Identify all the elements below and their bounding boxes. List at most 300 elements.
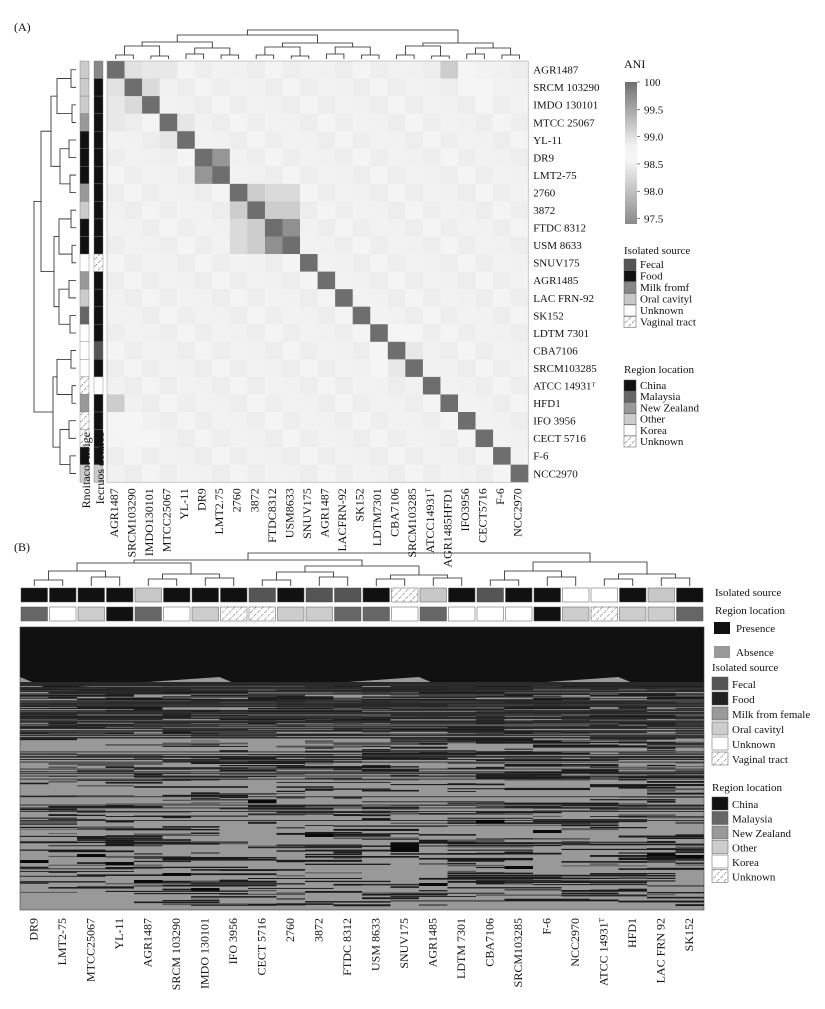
ani-cell xyxy=(107,430,125,448)
ani-cell xyxy=(458,272,476,290)
ani-cell xyxy=(265,114,283,132)
ani-cell xyxy=(160,96,178,114)
panel-a-label: (A) xyxy=(14,20,31,34)
ani-cell xyxy=(388,61,406,79)
ani-cell xyxy=(125,114,143,132)
ani-cell xyxy=(247,394,265,412)
ani-cell xyxy=(511,377,529,395)
ani-cell xyxy=(265,219,283,237)
b-column-label: IMDO 130101 xyxy=(197,918,212,989)
ani-cell xyxy=(177,166,195,184)
legend-swatch xyxy=(624,402,636,413)
ani-cell xyxy=(353,447,371,465)
b-region-strip-cell xyxy=(677,607,704,621)
ani-cell xyxy=(493,272,511,290)
panel-b-source-legend xyxy=(712,662,810,766)
row-label: 2760 xyxy=(533,187,556,200)
ani-cell xyxy=(493,342,511,360)
ani-cell xyxy=(177,272,195,290)
ani-cell xyxy=(458,324,476,342)
b-source-strip-cell xyxy=(78,588,105,602)
ani-cell xyxy=(212,412,230,430)
ani-cell xyxy=(177,96,195,114)
legend-swatch xyxy=(712,870,728,883)
ani-cell xyxy=(142,201,160,219)
ani-cell xyxy=(283,79,301,97)
ani-cell xyxy=(160,114,178,132)
ani-cell xyxy=(160,342,178,360)
ani-cell xyxy=(265,359,283,377)
ani-cell xyxy=(230,219,248,237)
legend-swatch xyxy=(712,722,728,735)
ani-cell xyxy=(265,166,283,184)
ani-cell xyxy=(195,254,213,272)
ani-cell xyxy=(125,447,143,465)
legend-label: Unknown xyxy=(732,739,776,751)
legend-label: Unknown xyxy=(640,305,684,317)
ani-cell xyxy=(458,219,476,237)
ani-cell xyxy=(405,412,423,430)
ani-cell xyxy=(107,166,125,184)
ani-cell xyxy=(370,149,388,167)
annotation-label-source: Iecruos detalos xyxy=(93,432,107,505)
ani-cell xyxy=(493,447,511,465)
ani-cell xyxy=(458,412,476,430)
ani-cell xyxy=(458,359,476,377)
ani-cell xyxy=(160,359,178,377)
ani-cell xyxy=(476,377,494,395)
ani-cell xyxy=(353,359,371,377)
region-annotation-cell xyxy=(80,96,89,114)
ani-cell xyxy=(493,114,511,132)
ani-cell xyxy=(247,359,265,377)
ani-cell xyxy=(300,430,318,448)
ani-cell xyxy=(335,184,353,202)
ani-cell xyxy=(440,307,458,325)
ani-cell xyxy=(423,219,441,237)
panel-b-annotation-strips xyxy=(21,588,703,621)
ani-cell xyxy=(405,219,423,237)
ani-cell xyxy=(230,61,248,79)
ani-cell xyxy=(511,114,529,132)
ani-cell xyxy=(177,307,195,325)
source-annotation-cell xyxy=(94,289,103,307)
ani-cell xyxy=(265,394,283,412)
b-column-label: SNUV175 xyxy=(397,918,412,969)
b-region-strip-cell xyxy=(648,607,675,621)
ani-cell xyxy=(353,96,371,114)
ani-cell xyxy=(177,79,195,97)
ani-cell xyxy=(107,394,125,412)
ani-cell xyxy=(300,359,318,377)
ani-cell xyxy=(212,289,230,307)
presence-legend-swatch xyxy=(714,622,730,634)
ani-cell xyxy=(423,359,441,377)
ani-cell xyxy=(335,447,353,465)
ani-cell xyxy=(370,79,388,97)
colorbar-gradient xyxy=(625,82,637,224)
ani-cell xyxy=(388,289,406,307)
ani-cell xyxy=(142,324,160,342)
ani-cell xyxy=(142,307,160,325)
column-label: F-6 xyxy=(492,488,507,505)
ani-cell xyxy=(388,237,406,255)
b-source-strip-cell xyxy=(278,588,305,602)
ani-cell xyxy=(476,254,494,272)
ani-cell xyxy=(195,114,213,132)
ani-cell xyxy=(423,377,441,395)
ani-cell xyxy=(440,272,458,290)
ani-cell xyxy=(142,342,160,360)
ani-cell xyxy=(370,307,388,325)
column-label: AGR1487 xyxy=(106,488,121,538)
ani-cell xyxy=(423,149,441,167)
ani-cell xyxy=(458,342,476,360)
ani-cell xyxy=(318,131,336,149)
ani-cell xyxy=(160,149,178,167)
ani-cell xyxy=(458,166,476,184)
ani-cell xyxy=(493,184,511,202)
column-label: AGR1487 xyxy=(317,488,332,538)
ani-cell xyxy=(370,254,388,272)
ani-cell xyxy=(283,114,301,132)
ani-cell xyxy=(212,394,230,412)
ani-cell xyxy=(283,447,301,465)
ani-cell xyxy=(335,359,353,377)
ani-cell xyxy=(265,131,283,149)
column-label: SNUV175 xyxy=(299,488,314,539)
ani-cell xyxy=(283,254,301,272)
region-annotation-cell xyxy=(80,254,89,272)
ani-cell xyxy=(476,79,494,97)
row-label: LMT2-75 xyxy=(533,169,577,182)
ani-cell xyxy=(493,394,511,412)
legend-label: Oral cavityl xyxy=(732,724,785,736)
ani-cell xyxy=(142,272,160,290)
ani-cell xyxy=(125,166,143,184)
ani-cell xyxy=(335,377,353,395)
b-source-strip-cell xyxy=(50,588,77,602)
ani-cell xyxy=(511,131,529,149)
ani-cell xyxy=(265,272,283,290)
ani-cell xyxy=(265,412,283,430)
ani-cell xyxy=(160,430,178,448)
ani-cell xyxy=(247,201,265,219)
ani-cell xyxy=(107,272,125,290)
ani-cell xyxy=(423,237,441,255)
ani-cell xyxy=(107,359,125,377)
ani-cell xyxy=(405,430,423,448)
ani-cell xyxy=(195,131,213,149)
ani-cell xyxy=(476,96,494,114)
ani-cell xyxy=(300,79,318,97)
ani-cell xyxy=(300,377,318,395)
ani-cell xyxy=(335,131,353,149)
ani-cell xyxy=(230,430,248,448)
annotation-label-region: Rnoitacol noige xyxy=(79,432,93,509)
column-label: MTCC25067 xyxy=(159,488,174,553)
ani-cell xyxy=(195,272,213,290)
ani-cell xyxy=(265,324,283,342)
ani-cell xyxy=(142,149,160,167)
b-column-label: AGR1485 xyxy=(425,918,440,968)
b-region-strip-cell xyxy=(135,607,162,621)
b-source-strip-cell xyxy=(620,588,647,602)
ani-cell xyxy=(125,237,143,255)
ani-cell xyxy=(125,412,143,430)
ani-cell xyxy=(370,447,388,465)
ani-cell xyxy=(177,131,195,149)
ani-cell xyxy=(458,149,476,167)
b-column-label: 3872 xyxy=(311,918,326,942)
b-source-strip-cell xyxy=(107,588,134,602)
ani-cell xyxy=(335,149,353,167)
b-source-strip-cell xyxy=(164,588,191,602)
row-label: SK152 xyxy=(533,310,564,323)
ani-cell xyxy=(388,166,406,184)
row-label: CECT 5716 xyxy=(533,433,586,446)
ani-cell xyxy=(511,79,529,97)
ani-cell xyxy=(458,184,476,202)
b-column-label: IFO 3956 xyxy=(226,918,241,965)
ani-cell xyxy=(265,465,283,483)
ani-cell xyxy=(265,237,283,255)
legend-swatch xyxy=(712,855,728,868)
ani-cell xyxy=(493,149,511,167)
ani-cell xyxy=(440,166,458,184)
ani-cell xyxy=(125,184,143,202)
source-annotation-cell xyxy=(94,131,103,149)
ani-cell xyxy=(212,166,230,184)
ani-cell xyxy=(300,149,318,167)
ani-cell xyxy=(458,61,476,79)
region-annotation-cell xyxy=(80,307,89,325)
b-column-label: DR9 xyxy=(26,918,41,941)
ani-cell xyxy=(370,131,388,149)
ani-cell xyxy=(476,184,494,202)
ani-cell xyxy=(318,359,336,377)
ani-cell xyxy=(107,289,125,307)
legend-label: Korea xyxy=(640,424,667,437)
ani-cell xyxy=(476,61,494,79)
ani-cell xyxy=(353,289,371,307)
panel-a-column-labels xyxy=(107,488,525,568)
ani-cell xyxy=(107,61,125,79)
ani-cell xyxy=(388,359,406,377)
b-column-label: CBA7106 xyxy=(482,918,497,967)
ani-cell xyxy=(177,289,195,307)
ani-cell xyxy=(212,201,230,219)
b-region-strip-cell xyxy=(563,607,590,621)
ani-cell xyxy=(423,201,441,219)
ani-cell xyxy=(353,166,371,184)
b-column-label: LMT2-75 xyxy=(55,918,70,966)
ani-cell xyxy=(370,289,388,307)
ani-cell xyxy=(353,131,371,149)
ani-cell xyxy=(160,166,178,184)
ani-cell xyxy=(476,131,494,149)
ani-cell xyxy=(195,237,213,255)
ani-cell xyxy=(476,447,494,465)
ani-cell xyxy=(370,184,388,202)
ani-cell xyxy=(160,324,178,342)
ani-cell xyxy=(405,377,423,395)
ani-cell xyxy=(476,219,494,237)
ani-cell xyxy=(335,465,353,483)
ani-cell xyxy=(160,254,178,272)
ani-cell xyxy=(370,394,388,412)
ani-cell xyxy=(107,377,125,395)
ani-cell xyxy=(300,61,318,79)
ani-cell xyxy=(177,184,195,202)
column-label: SRCM103290 xyxy=(124,488,139,558)
ani-cell xyxy=(283,394,301,412)
ani-cell xyxy=(283,131,301,149)
ani-cell xyxy=(247,219,265,237)
ani-cell xyxy=(247,166,265,184)
source-annotation-cell xyxy=(94,184,103,202)
ani-cell xyxy=(247,377,265,395)
legend-swatch xyxy=(712,752,728,765)
ani-cell xyxy=(247,184,265,202)
source-annotation-cell xyxy=(94,359,103,377)
ani-cell xyxy=(318,412,336,430)
ani-cell xyxy=(370,412,388,430)
ani-cell xyxy=(300,342,318,360)
ani-cell xyxy=(353,430,371,448)
ani-cell xyxy=(107,96,125,114)
ani-cell xyxy=(423,61,441,79)
ani-cell xyxy=(370,324,388,342)
panel-a-column-dendrogram xyxy=(116,30,520,59)
ani-cell xyxy=(405,342,423,360)
ani-cell xyxy=(423,342,441,360)
ani-cell xyxy=(318,201,336,219)
ani-cell xyxy=(440,79,458,97)
ani-cell xyxy=(142,412,160,430)
ani-cell xyxy=(230,465,248,483)
ani-cell xyxy=(212,219,230,237)
ani-cell xyxy=(353,324,371,342)
source-annotation-cell xyxy=(94,114,103,132)
ani-cell xyxy=(476,324,494,342)
ani-cell xyxy=(353,79,371,97)
strip-label-source: Isolated source xyxy=(715,587,782,599)
ani-cell xyxy=(230,79,248,97)
legend-swatch xyxy=(624,259,636,270)
ani-cell xyxy=(107,201,125,219)
ani-cell xyxy=(370,272,388,290)
ani-cell xyxy=(160,201,178,219)
ani-cell xyxy=(107,342,125,360)
ani-cell xyxy=(440,131,458,149)
ani-cell xyxy=(335,114,353,132)
row-label: SRCM103285 xyxy=(533,362,597,375)
presence-legend-label: Presence xyxy=(736,623,776,635)
panel-b-presence-heatmap xyxy=(20,627,704,910)
b-column-label: F-6 xyxy=(539,918,554,935)
ani-cell xyxy=(177,324,195,342)
ani-cell xyxy=(283,377,301,395)
ani-cell xyxy=(142,184,160,202)
ani-cell xyxy=(142,430,160,448)
row-label: SRCM 103290 xyxy=(533,82,600,95)
ani-cell xyxy=(335,201,353,219)
ani-cell xyxy=(511,324,529,342)
ani-cell xyxy=(160,61,178,79)
ani-cell xyxy=(142,359,160,377)
ani-cell xyxy=(388,79,406,97)
ani-cell xyxy=(195,430,213,448)
legend-label: China xyxy=(732,799,759,811)
ani-cell xyxy=(493,237,511,255)
ani-cell xyxy=(335,324,353,342)
ani-cell xyxy=(511,394,529,412)
b-column-label: LDTM 7301 xyxy=(454,918,469,979)
ani-cell xyxy=(177,359,195,377)
legend-swatch xyxy=(624,414,636,425)
ani-cell xyxy=(405,79,423,97)
source-annotation-cell xyxy=(94,61,103,79)
ani-cell xyxy=(353,377,371,395)
region-annotation-cell xyxy=(80,342,89,360)
ani-cell xyxy=(283,166,301,184)
panel-a-row-dendrogram xyxy=(34,70,76,474)
ani-cell xyxy=(107,114,125,132)
ani-cell xyxy=(318,447,336,465)
ani-cell xyxy=(423,184,441,202)
ani-cell xyxy=(511,289,529,307)
ani-cell xyxy=(125,254,143,272)
ani-cell xyxy=(212,465,230,483)
legend-label: Milk fromf xyxy=(640,282,690,294)
b-column-label: SK152 xyxy=(682,918,697,952)
ani-cell xyxy=(440,465,458,483)
ani-cell xyxy=(318,324,336,342)
region-legend-title: Region location xyxy=(624,364,694,376)
ani-cell xyxy=(177,465,195,483)
b-source-strip-cell xyxy=(249,588,276,602)
ani-cell xyxy=(142,61,160,79)
ani-cell xyxy=(142,79,160,97)
ani-cell xyxy=(230,201,248,219)
ani-cell xyxy=(283,307,301,325)
ani-cell xyxy=(195,307,213,325)
ani-cell xyxy=(247,79,265,97)
ani-cell xyxy=(423,114,441,132)
ani-cell xyxy=(458,237,476,255)
ani-cell xyxy=(440,184,458,202)
b-source-strip-cell xyxy=(392,588,419,602)
legend-label: New Zealand xyxy=(732,828,791,840)
ani-cell xyxy=(405,465,423,483)
ani-cell xyxy=(493,430,511,448)
ani-cell xyxy=(195,184,213,202)
ani-cell xyxy=(458,114,476,132)
ani-cell xyxy=(511,272,529,290)
ani-cell xyxy=(388,342,406,360)
ani-cell xyxy=(300,307,318,325)
row-label: LAC FRN-92 xyxy=(533,292,595,305)
ani-cell xyxy=(142,289,160,307)
source-annotation-cell xyxy=(94,219,103,237)
panel-a xyxy=(14,20,699,568)
ani-cell xyxy=(318,96,336,114)
ani-cell xyxy=(370,359,388,377)
ani-cell xyxy=(142,254,160,272)
ani-cell xyxy=(511,201,529,219)
legend-swatch xyxy=(624,391,636,402)
